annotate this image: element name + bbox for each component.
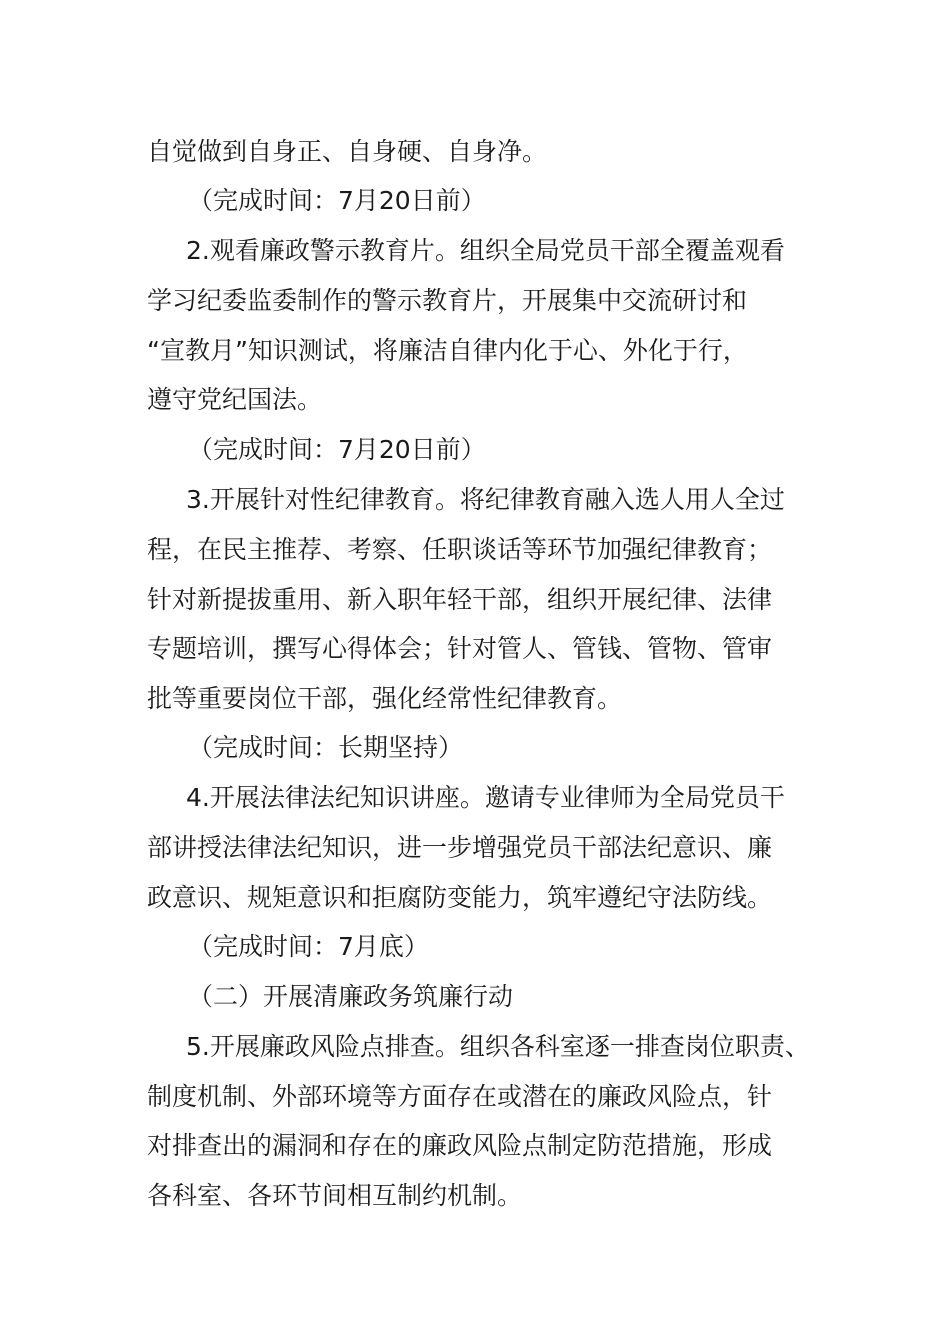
section-heading-2: （二）开展清廉政务筑廉行动	[188, 982, 514, 1011]
item-4-heading-line: 4.开展法律法纪知识讲座。邀请专业律师为全局党员干	[186, 783, 785, 812]
paragraph-line-16: 政意识、规矩意识和拒腐防变能力，筑牢遵纪守法防线。	[147, 883, 773, 912]
completion-time-note-1: （完成时间：7月20日前）	[188, 186, 486, 215]
completion-time-note-4: （完成时间：7月底）	[188, 932, 429, 961]
paragraph-line-21: 对排查出的漏洞和存在的廉政风险点制定防范措施，形成	[147, 1131, 773, 1160]
paragraph-line-15: 部讲授法律法纪知识，进一步增强党员干部法纪意识、廉	[147, 833, 773, 862]
item-5-heading-line: 5.开展廉政风险点排查。组织各科室逐一排查岗位职责、	[186, 1032, 810, 1061]
paragraph-line-20: 制度机制、外部环境等方面存在或潜在的廉政风险点，针	[147, 1082, 773, 1111]
paragraph-line-11: 专题培训，撰写心得体会；针对管人、管钱、管物、管审	[147, 634, 773, 663]
paragraph-line-9: 程，在民主推荐、考察、任职谈话等环节加强纪律教育；	[147, 535, 773, 564]
paragraph-line-4: 学习纪委监委制作的警示教育片，开展集中交流研讨和	[147, 286, 748, 315]
item-3-heading-line: 3.开展针对性纪律教育。将纪律教育融入选人用人全过	[186, 485, 785, 514]
paragraph-line-12: 批等重要岗位干部，强化经常性纪律教育。	[147, 684, 623, 713]
completion-time-note-2: （完成时间：7月20日前）	[188, 435, 486, 464]
item-2-heading-line: 2.观看廉政警示教育片。组织全局党员干部全覆盖观看	[186, 236, 785, 265]
paragraph-line-10: 针对新提拔重用、新入职年轻干部，组织开展纪律、法律	[147, 585, 773, 614]
paragraph-line-5: “宣教月”知识测试，将廉洁自律内化于心、外化于行，	[147, 336, 748, 365]
completion-time-note-3: （完成时间：长期坚持）	[188, 733, 464, 762]
paragraph-line-1: 自觉做到自身正、自身硬、自身净。	[147, 137, 548, 166]
paragraph-line-22: 各科室、各环节间相互制约机制。	[147, 1181, 523, 1210]
paragraph-line-6: 遵守党纪国法。	[147, 385, 323, 414]
